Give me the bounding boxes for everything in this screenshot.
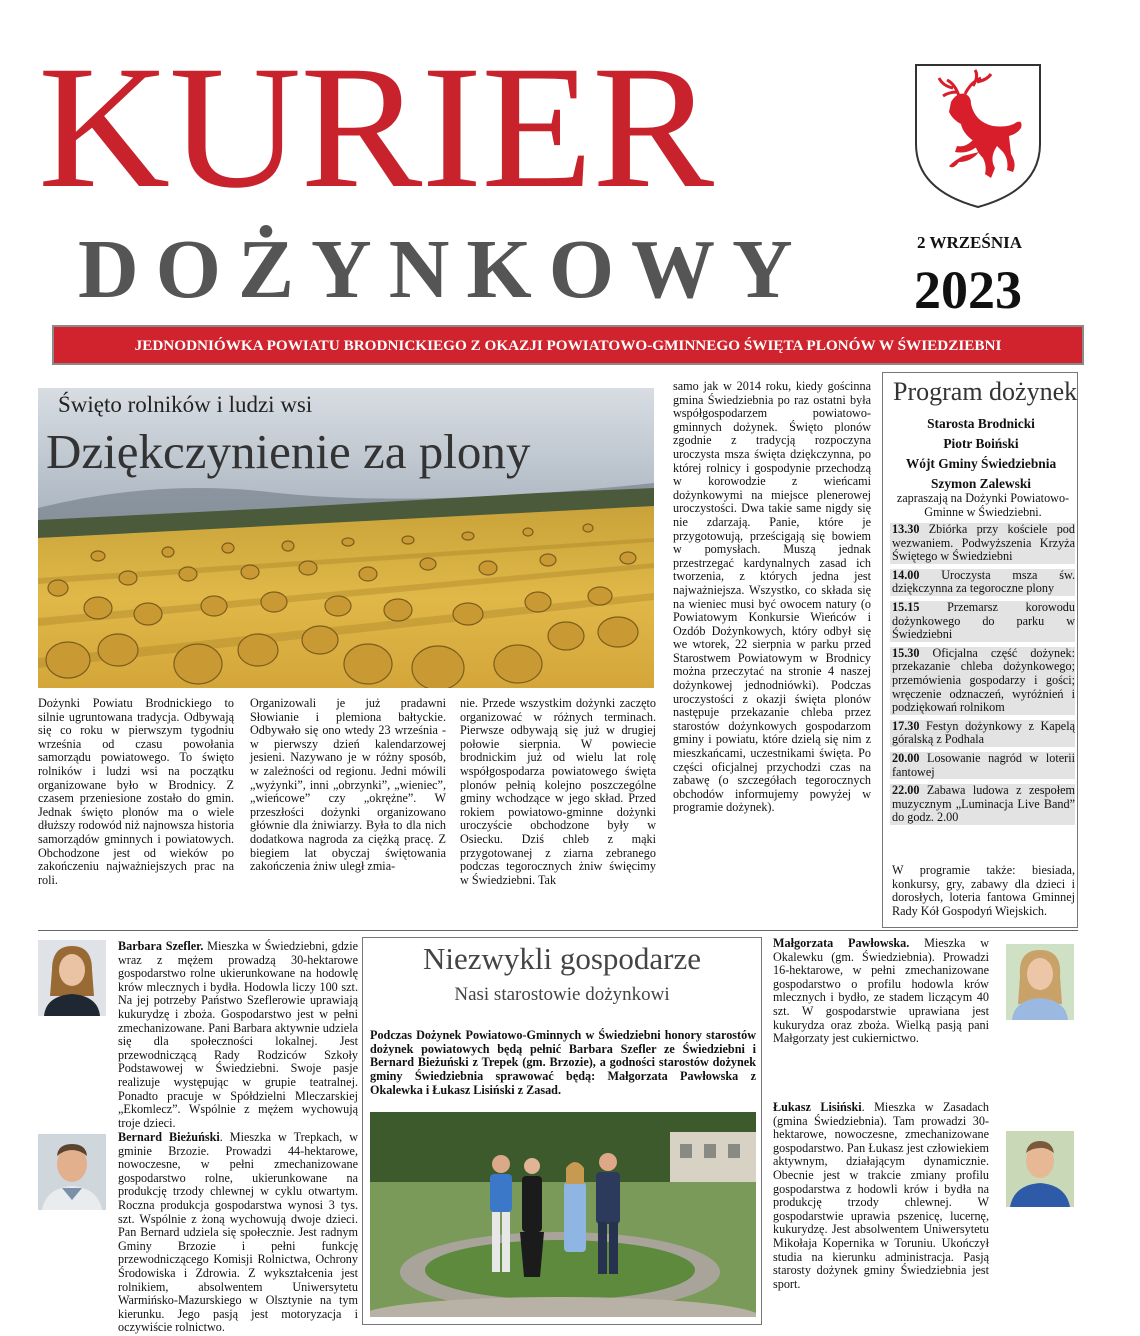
host1-role: Starosta Brodnicki: [927, 416, 1035, 431]
list-item: 14.00 Uroczysta msza św. dziękczynna za tegoroczne plony: [892, 567, 1076, 596]
program-list: [892, 523, 1075, 830]
lead-column-3: nie. Przede wszystkim dożynki zaczęto organizować w różnych terminach. Pierwsze odbywają się już w drugiej połowie sierpnia. W powiecie brodnickim już od wielu lat rolę współgospodarza powiatowego święta plonów pełnią kolejno poszczególne gminy wchodzące w jego skład. Przed rokiem powiatowo-gminne dożynki uroczyście obchodzone były w Osiecku. Dziś chleb z mąki przygotowanej z ziarna zebranego podczas tegorocznych żniw święcimy w Świedziebni. Tak: [460, 696, 656, 887]
list-item: 17.30 Festyn dożynkowy z Kapelą góralską z Podhala: [892, 718, 1076, 747]
host2-name: Szymon Zalewski: [930, 476, 1032, 491]
masthead-subtitle: DOŻYNKOWY: [78, 223, 810, 316]
profile-lukasz: Łukasz Lisiński. Mieszka w Zasadach (gmina Świedziebnia). Tam prowadzi 30-hektarowe, nowoczesne, zmechanizowane gospodarstwo. Pan Łukasz jest człowiekiem aktywnym, działającym dynamicznie. Obecnie jest w trakcie zmiany profilu gospodarstwa z hodowli krów i bydła na produkcję trzody chlewnej. W gospodarstwie uprawia pszenicę, lucernę, kukurydzę. Jest absolwentem Uniwersytetu Mikołaja Kopernika w Toruniu. Ukończył studia na kierunku administracja. Pasją starosty dożynek gminy Świedziebnia jest sport.: [773, 1100, 989, 1291]
program-title: Program dożynek: [893, 377, 1078, 406]
portrait-bernard: [38, 1134, 106, 1210]
program-footer: W programie także: biesiada, konkursy, gry, zabawy dla dzieci i dorosłych, loteria fantowa Gminnej Rady Kół Gospodyń Wiejskich.: [892, 863, 1075, 918]
list-item: 13.30 Zbiórka przy kościele pod wezwaniem. Podwyższenia Krzyża Świętego w Świedziebni: [892, 522, 1075, 564]
list-item: 20.00 Losowanie nagród w loterii fantowej: [892, 750, 1075, 779]
lead-column-4: samo jak w 2014 roku, kiedy gościnna gmina Świedziebnia po raz ostatni była współgospodarzem powiatowo-gminnych dożynek. Święto plonów zgodnie z tradycją rozpoczyna uroczysta msza święta dziękczynna, po której rolnicy i gospodynie przechodzą w korowodzie z wieńcami dożynkowymi na miejsce plenerowej uroczystości. Dwa takie same nigdy się nie zdarzają. Panie, które je przygotowują, prześcigają się bowiem w pomysłach. Muszą jednak przestrzegać kardynalnych zasad ich tworzenia, z których jedna jest najważniejsza. Wszystko, co składa się na wieniec musi być owocem natury (o Powiatowym Konkursie Wieńców i Ozdób Dożynkowych, który odbył się we wtorek, 22 sierpnia w parku przed Starostwem Powiatowym w Brodnicy można przeczytać na stronie 4 naszej dożynkowej jednodniówki). Podczas uroczystości z okazji święta plonów następuje przekazanie chleba przez starostów dożynkowych gospodarzom gminy i powiatu, które dzielą się nim z mieszkańcami, uczestnikami święta. Po części oficjalnej przychodzi czas na zabawę (o szczegółach tegorocznych obchodów informujemy powyżej w programie dożynek).: [673, 379, 871, 815]
host1-name: Piotr Boiński: [943, 436, 1019, 451]
lead-column-1: Dożynki Powiatu Brodnickiego to silnie ugruntowana tradycja. Odbywają się co roku w pierwszym tygodniu września od czasu powołania samorządu powiatowego. To święto rolników i ludzi wsi na początku organizowane było w Brodnicy. Z czasem przeniesione zostało do gmin. Jednak święto plonów ma o wiele dłuższy rodowód niż najnowsza historia samorządów gminnych i powiatowych. Obchodzone jest od wieków po zakończeniu najważniejszych prac na roli.: [38, 696, 234, 887]
program-invite: zapraszają na Dożynki Powiatowo-Gminne w Świedziebni.: [896, 491, 1070, 519]
section-divider: [38, 930, 1078, 931]
profile-malgorzata: Małgorzata Pawłowska. Mieszka w Okalewku (gm. Świedziebnia). Prowadzi 16-hektarowe, w pełni zmechanizowane gospodarstwo o profilu hodowla krów mlecznych i bydło, ze stadem liczącym 40 szt. W gospodarstwie uprawiana jest kukurydza oraz zboża. Wielką pasją pani Małgorzaty jest cukiernictwo.: [773, 936, 989, 1046]
portrait-malgorzata: [1006, 944, 1074, 1020]
lead-title: Dziękczynienie za plony: [46, 424, 531, 479]
list-item: 15.30 Oficjalna część dożynek: przekazanie chleba dożynkowego; przemówienia gospodarzy i gości; wręczenie odznaczeń, wyróżnień i podziękowań rolnikom: [892, 645, 1075, 715]
farmers-lead: Podczas Dożynek Powiatowo-Gminnych w Świedziebni honory starostów dożynek powiatowych będą pełnić Barbara Szefler ze Świedziebni i Bernard Bieżuński z Trepek (gm. Brzozie), a godności starostów dożynek gminy Świedziebnia sprawować będą: Małgorzata Pawłowska z Okalewka i Łukasz Lisiński z Zasad.: [370, 1028, 756, 1097]
list-item: 15.15 Przemarsz korowodu dożynkowego do parku w Świedziebni: [892, 599, 1075, 642]
lead-column-2: Organizowali je już pradawni Słowianie i plemiona bałtyckie. Odbywało się ono wtedy 23 września - w pierwszy dzień kalendarzowej jesieni. Nazywano je w różny sposób, w zależności od regionu. Jedni mówili „wyżynki”, inni „obrzynki”, „wieniec”, „wieńcowe” czy „okrężne”. W przeszłości dożynki organizowano głównie dla żniwiarzy. Była to dla nich dodatkowa nagroda za ciężką pracę. Z biegiem lat obyczaj świętowania zakończenia żniw uległ zmia-: [250, 696, 446, 874]
farmers-title: Niezwykli gospodarze: [422, 941, 702, 976]
group-photo: [370, 1112, 756, 1317]
deer-crest-icon: [913, 62, 1043, 210]
list-item: 22.00 Zabawa ludowa z zespołem muzycznym „Luminacja Live Band” do godz. 2.00: [892, 783, 1075, 825]
program-hosts: [889, 414, 1073, 494]
issue-year: 2023: [914, 260, 1022, 320]
profile-barbara: Barbara Szefler. Mieszka w Świedziebni, gdzie wraz z mężem prowadzą 30-hektarowe gospodarstwo rolne ukierunkowane na hodowlę krów mlecznych i bydła. Hodowla liczy 100 szt. Na jej potrzeby Państwo Szeflerowie uprawiają kukurydzę i zboża. Gospodarstwo jest w pełni zmechanizowane. Pani Barbara aktywnie udziela się dla społeczności lokalnej. Jest przewodniczącą Rady Rodziców Szkoły Podstawowej w Świedziebni. Swoje pasje realizuje występując w grupie teatralnej. Ponadto pracuje w Spółdzielni Mleczarskiej „Ekomlecz”. Wspólnie z mężem wychowują troje dzieci.: [118, 939, 359, 1130]
masthead-title: KURIER: [38, 30, 714, 225]
lead-kicker: Święto rolników i ludzi wsi: [58, 392, 313, 417]
host2-role: Wójt Gminy Świedziebnia: [905, 456, 1057, 471]
farmers-subtitle: Nasi starostowie dożynkowi: [454, 984, 670, 1005]
portrait-barbara: [38, 940, 106, 1016]
banner: JEDNODNIÓWKA POWIATU BRODNICKIEGO Z OKAZJI POWIATOWO-GMINNEGO ŚWIĘTA PLONÓW W ŚWIEDZIEBNI: [52, 325, 1084, 365]
profile-bernard-intro: Bernard Bieżuński. Mieszka w Trepkach, w gminie Brzozie. Prowadzi 44-hektarowe, nowoczesne, w pełni zmechanizowane gospodarstwo rolne, ukierunkowane na produkcję trzody chlewnej w cyklu otwartym. Roczna produkcja gospodarstwa wynosi 3 tys. szt. Wspólnie z żoną wychowują dwoje dzieci. Pan Bernard udziela się społecznie. Jest radnym Gminy Brzozie i pełni funkcję przewodniczącego Komisji Rolnictwa, Ochrony Środowiska i Zdrowia. Z wykształcenia jest rolnikiem, absolwentem Uniwersytetu Warmińsko-Mazurskiego w Olsztynie na tym kierunku. Jego pasją jest motoryzacja i oczywiście rolnictwo.: [118, 1130, 358, 1335]
issue-date: 2 WRZEŚNIA: [917, 233, 1023, 252]
portrait-lukasz: [1006, 1131, 1074, 1207]
